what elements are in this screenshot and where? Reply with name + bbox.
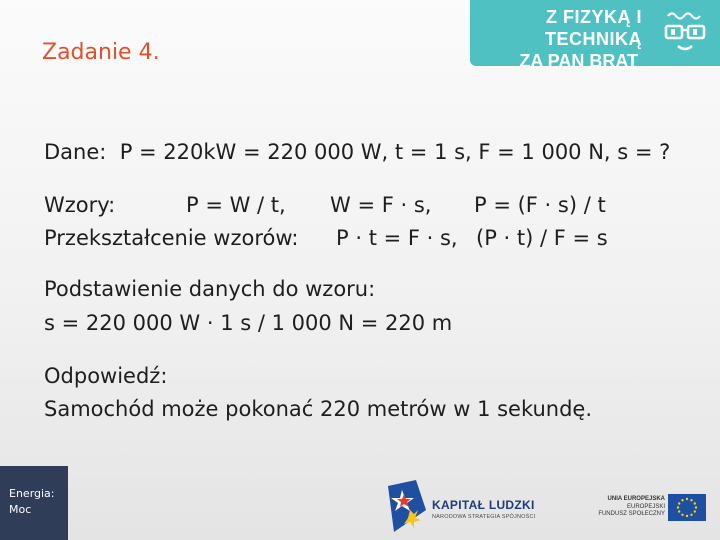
footer-logos	[388, 478, 708, 534]
dane-line: Dane: P = 220kW = 220 000 W, t = 1 s, F = 1 000 N, s = ?	[44, 140, 671, 164]
wzory-formula-2: W = F · s,	[330, 193, 432, 217]
eu-text	[591, 496, 665, 519]
przeksztalcenie-formula-1: P · t = F · s,	[336, 226, 458, 250]
topic-line2: Moc	[9, 503, 32, 516]
slide-title: Zadanie 4.	[42, 40, 160, 65]
topic-line1: Energia:	[9, 487, 55, 500]
eu-line2: EUROPEJSKI	[626, 503, 665, 510]
eu-line3: FUNDUSZ SPOŁECZNY	[598, 511, 665, 517]
kapital-ludzki-logo-icon	[388, 480, 426, 532]
odpowiedz-value: Samochód może pokonać 220 metrów w 1 sekundę.	[44, 397, 593, 421]
topic-corner-box	[0, 466, 68, 540]
header-banner	[470, 0, 720, 71]
podstawienie-label: Podstawienie danych do wzoru:	[44, 277, 376, 301]
przeksztalcenie-label: Przekształcenie wzorów:	[44, 226, 299, 250]
wzory-formula-1: P = W / t,	[186, 193, 286, 217]
eu-line1: UNIA EUROPEJSKA	[607, 496, 665, 502]
mascot-glasses-icon	[660, 8, 712, 60]
banner-text	[482, 6, 642, 72]
odpowiedz-label: Odpowiedź:	[44, 364, 168, 388]
wzory-formula-3: P = (F · s) / t	[474, 193, 606, 217]
przeksztalcenie-formula-2: (P · t) / F = s	[476, 226, 608, 250]
kapital-ludzki-title: KAPITAŁ LUDZKI	[432, 498, 535, 512]
eu-flag-icon	[668, 494, 706, 521]
banner-line1: Z FIZYKĄ I TECHNIKĄ	[545, 7, 642, 49]
podstawienie-value: s = 220 000 W · 1 s / 1 000 N = 220 m	[44, 311, 453, 335]
wzory-label: Wzory:	[44, 193, 116, 217]
banner-line2: ZA PAN BRAT	[519, 51, 638, 71]
kapital-ludzki-subtitle: NARODOWA STRATEGIA SPÓJNOŚCI	[432, 514, 536, 520]
